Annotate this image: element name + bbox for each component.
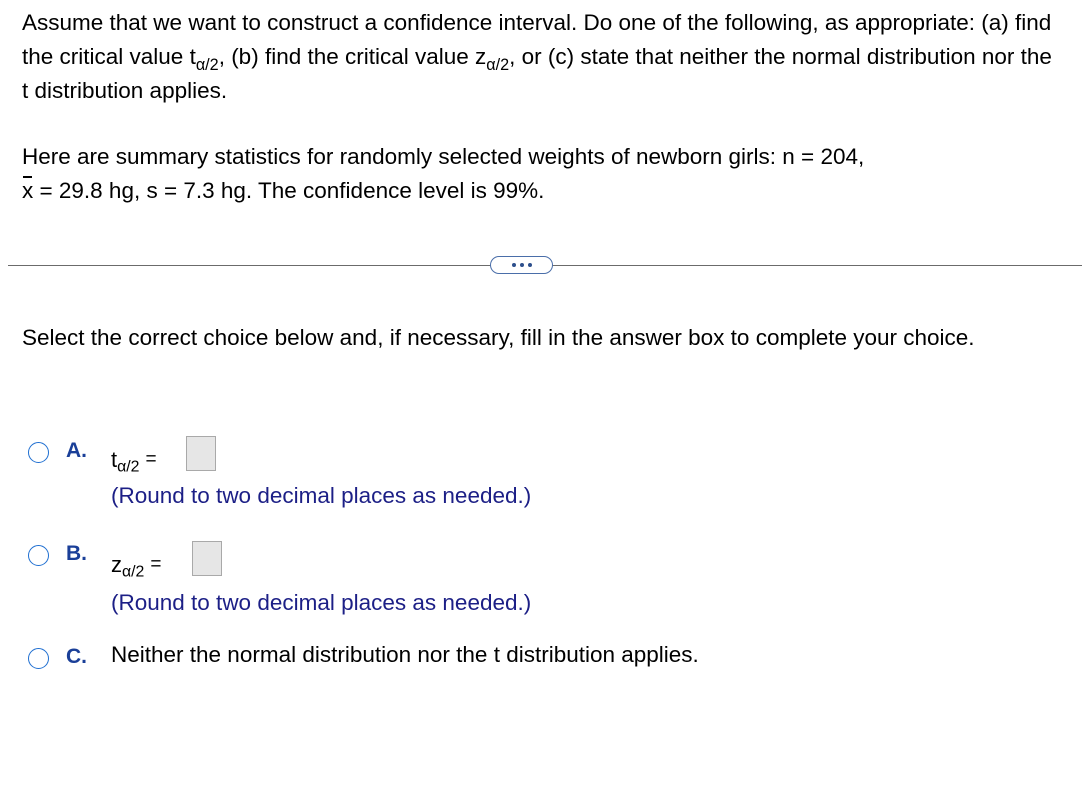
choice-c-letter: C. <box>66 645 87 668</box>
choice-a-hint: (Round to two decimal places as needed.) <box>111 483 532 508</box>
question-text <box>22 6 1062 107</box>
stats-line-2: = 29.8 hg, s = 7.3 hg. The confidence level is 99%. <box>33 177 545 203</box>
z-subscript: α/2 <box>486 55 510 74</box>
equals-sign: = <box>145 449 157 470</box>
choice-b-letter: B. <box>66 542 87 565</box>
choice-a-letter: A. <box>66 439 87 462</box>
z-answer-box[interactable] <box>192 541 222 576</box>
question-part-1: Assume that we want to construct a confidence interval. Do one of the following, as appropriate: (a) find the critical value t <box>22 10 1052 69</box>
t-subscript: α/2 <box>195 55 219 74</box>
instruction-text: Select the correct choice below and, if necessary, fill in the answer box to complete your choice. <box>22 325 975 350</box>
t-answer-box[interactable] <box>186 436 216 471</box>
ellipsis-icon-dot-3 <box>528 263 532 267</box>
choice-b-radio[interactable] <box>28 545 49 566</box>
ellipsis-icon <box>512 263 516 267</box>
choice-a-expression <box>111 447 157 476</box>
choice-a-radio[interactable] <box>28 442 49 463</box>
x-bar-symbol: x <box>22 174 33 208</box>
t-alpha-subscript: α/2 <box>117 458 140 476</box>
summary-statistics <box>22 140 1062 208</box>
show-more-button[interactable] <box>490 256 553 274</box>
t-symbol: t <box>111 447 118 472</box>
question-part-3: , or (c) state that neither the normal distribution nor the t distribution applies. <box>22 43 1052 103</box>
z-alpha-subscript: α/2 <box>122 563 145 581</box>
z-symbol: z <box>111 552 122 577</box>
equals-sign: = <box>150 554 162 575</box>
choice-c-radio[interactable] <box>28 648 49 669</box>
ellipsis-icon-dot-2 <box>520 263 524 267</box>
stats-line-1: Here are summary statistics for randomly selected weights of newborn girls: n = 204, <box>22 144 865 169</box>
choice-b-expression <box>111 552 162 581</box>
choice-b-hint: (Round to two decimal places as needed.) <box>111 590 532 615</box>
choice-c-text: Neither the normal distribution nor the t distribution applies. <box>111 642 699 667</box>
question-part-2: , (b) find the critical value z <box>218 43 487 69</box>
